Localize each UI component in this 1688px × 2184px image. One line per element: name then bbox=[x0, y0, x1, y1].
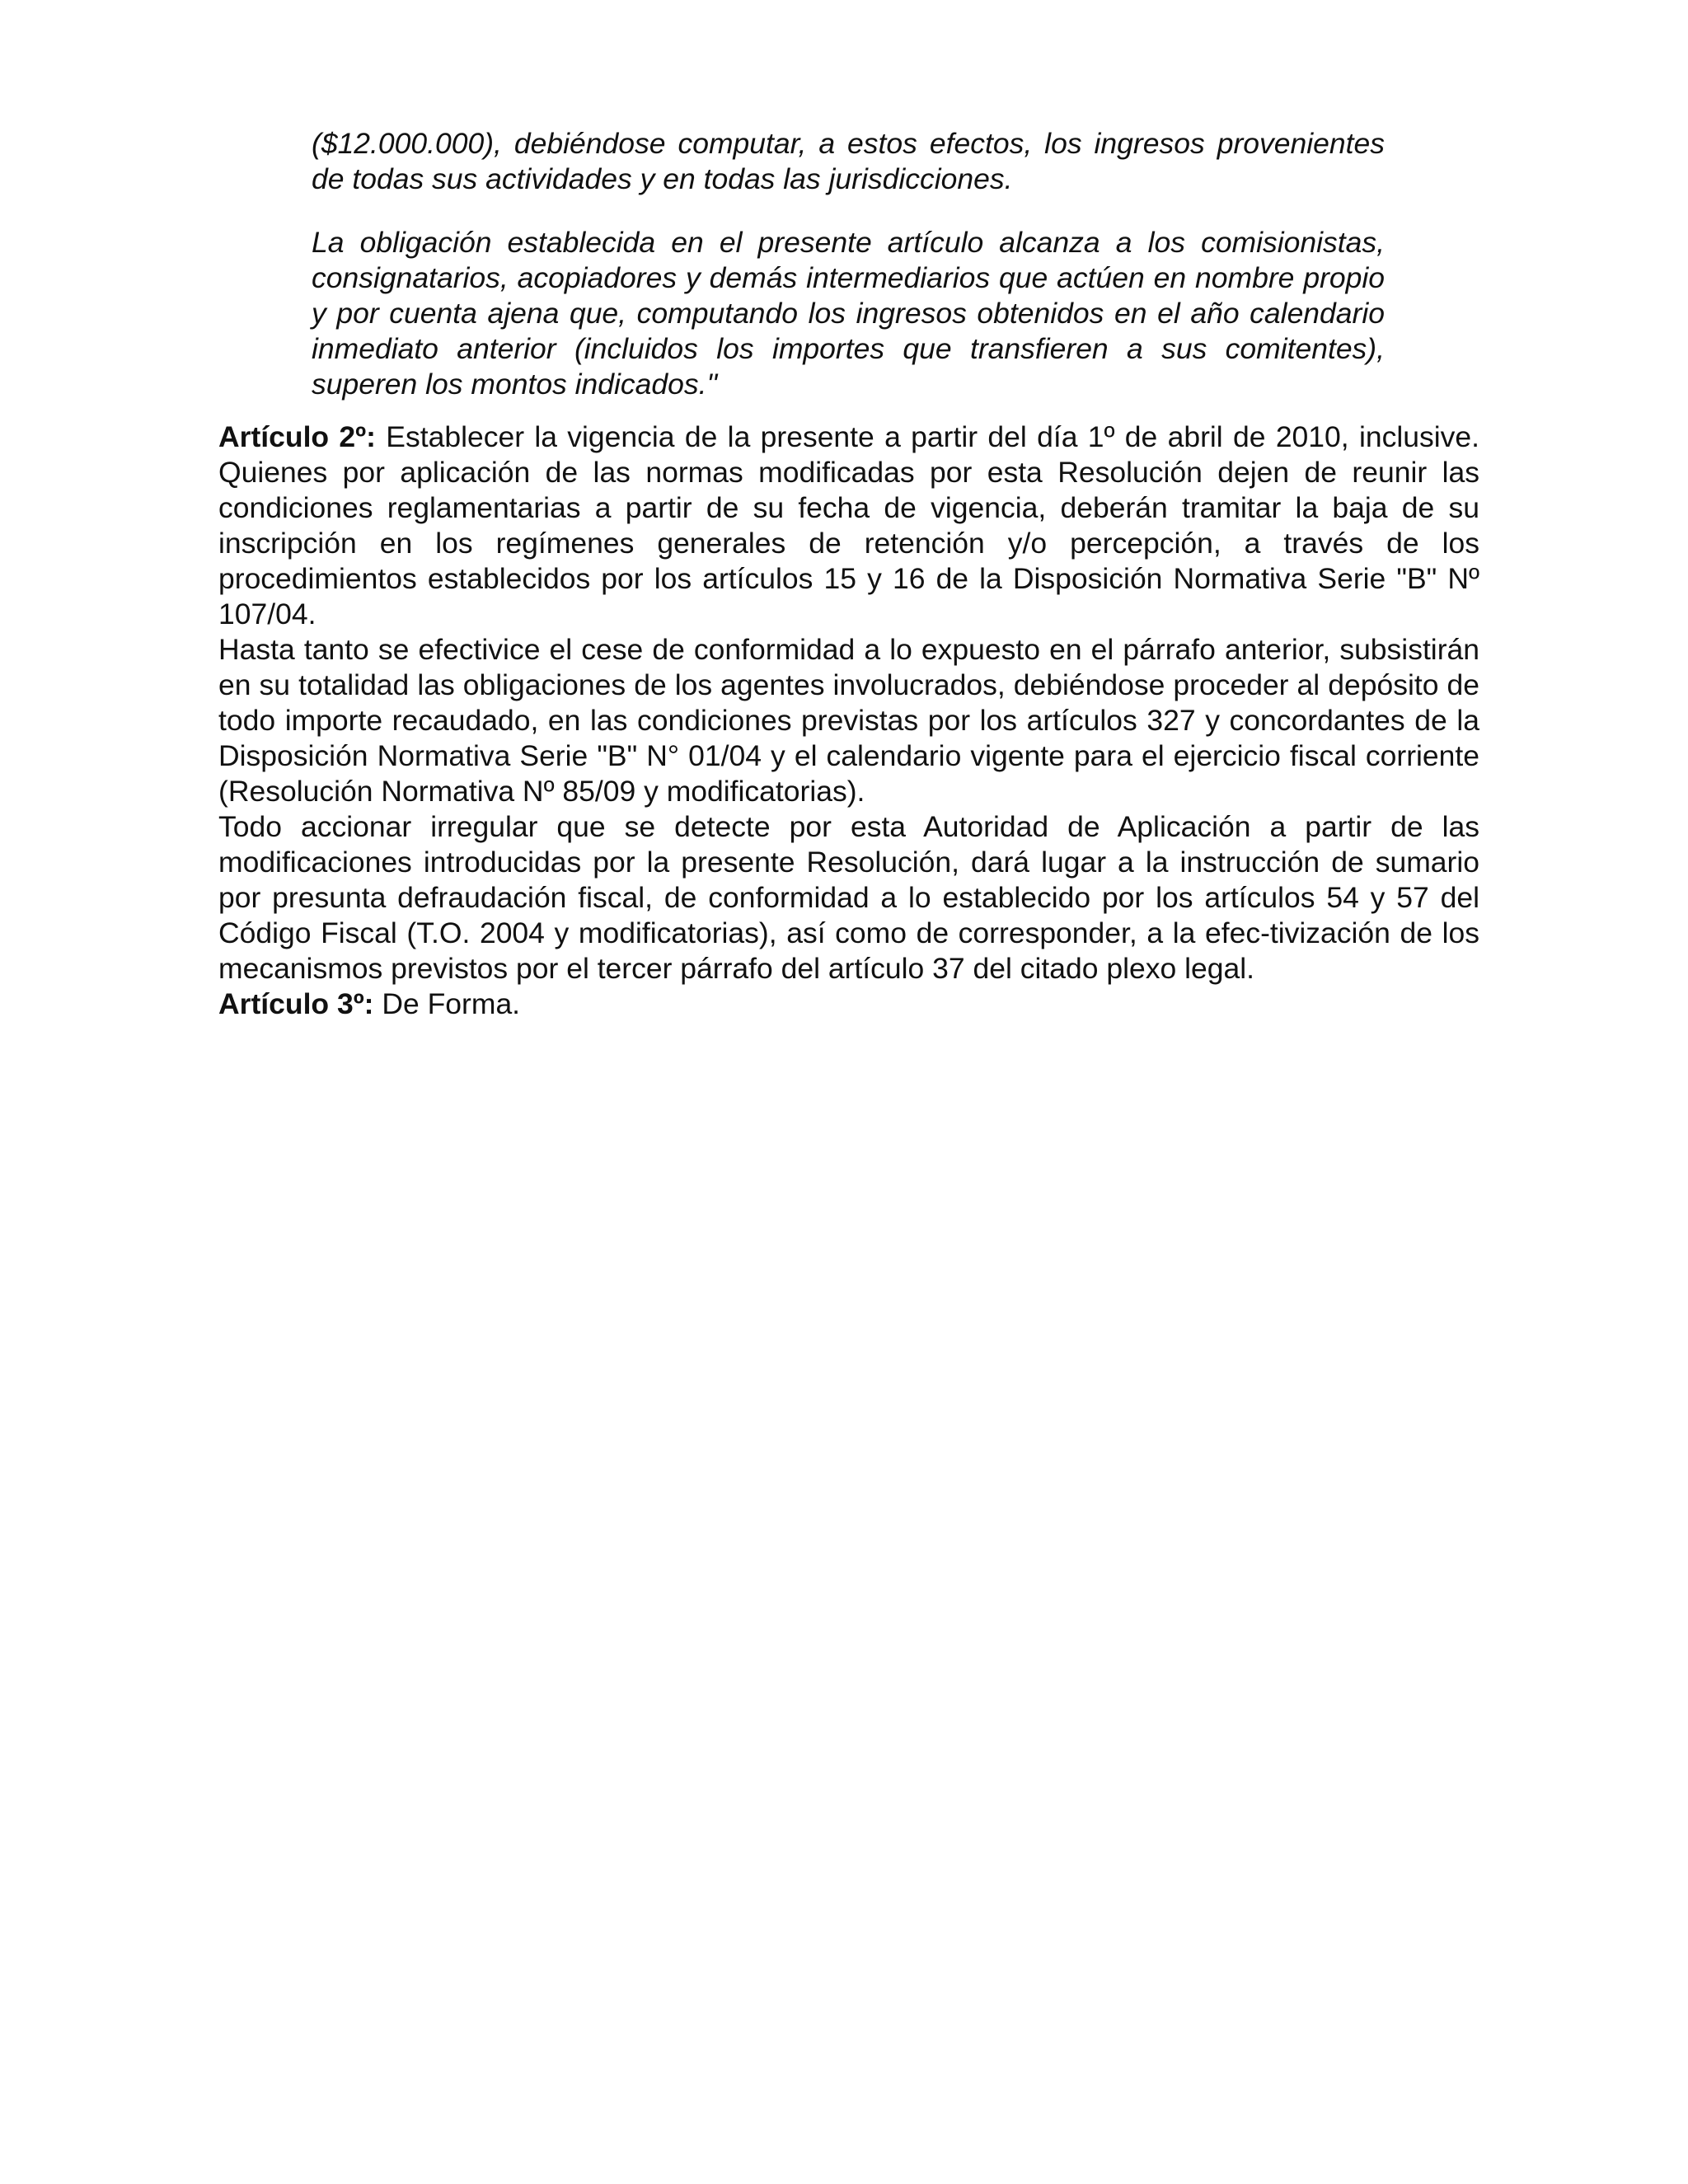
quoted-paragraph-obligation: La obligación establecida en el presente artículo alcanza a los comisionistas, consignatarios, acopiadores y demás intermediarios que actúen en nombre propio y por cuenta ajena que, computando los ingresos obtenidos en el año calendario inmediato anterior (incluidos los importes que transfieren a sus comitentes), superen los montos indicados." bbox=[312, 226, 1385, 401]
quoted-paragraph-amount: ($12.000.000), debiéndose computar, a estos efectos, los ingresos provenientes de todas sus actividades y en todas las jurisdicciones. bbox=[312, 127, 1385, 195]
article-2-paragraph-2: Hasta tanto se efectivice el cese de conformidad a lo expuesto en el párrafo anterior, subsistirán en su totalidad las obligaciones de los agentes involucrados, debiéndose proceder al depósito de todo importe recaudado, en las condiciones previstas por los artículos 327 y concordantes de la Disposición Normativa Serie "B" N° 01/04 y el calendario vigente para el ejercicio fiscal corriente (Resolución Normativa Nº 85/09 y modificatorias). bbox=[218, 633, 1479, 808]
article-3-label: Artículo 3º: bbox=[218, 987, 374, 1020]
articles-body bbox=[218, 419, 1479, 1022]
article-2-text: Establecer la vigencia de la presente a partir del día 1º de abril de 2010, inclusive. Quienes por aplicación de las normas modificadas por esta Resolución dejen de reunir las condiciones reglamentarias a partir de su fecha de vigencia, deberán tramitar la baja de su inscripción en los regímenes generales de retención y/o percepción, a través de los procedimientos establecidos por los artículos 15 y 16 de la Disposición Normativa Serie "B" Nº 107/04. bbox=[218, 420, 1479, 630]
article-2-label: Artículo 2º: bbox=[218, 420, 376, 453]
article-2-paragraph-3: Todo accionar irregular que se detecte por esta Autoridad de Aplicación a partir de las modificaciones introducidas por la presente Resolución, dará lugar a la instrucción de sumario por presunta defraudación fiscal, de conformidad a lo establecido por los artículos 54 y 57 del Código Fiscal (T.O. 2004 y modificatorias), así como de corresponder, a la efec-tivización de los mecanismos previstos por el tercer párrafo del artículo 37 del citado plexo legal. bbox=[218, 810, 1479, 985]
article-2-paragraph bbox=[218, 419, 1479, 632]
article-3-paragraph bbox=[218, 987, 1479, 1022]
article-3-text: De Forma. bbox=[373, 987, 521, 1020]
